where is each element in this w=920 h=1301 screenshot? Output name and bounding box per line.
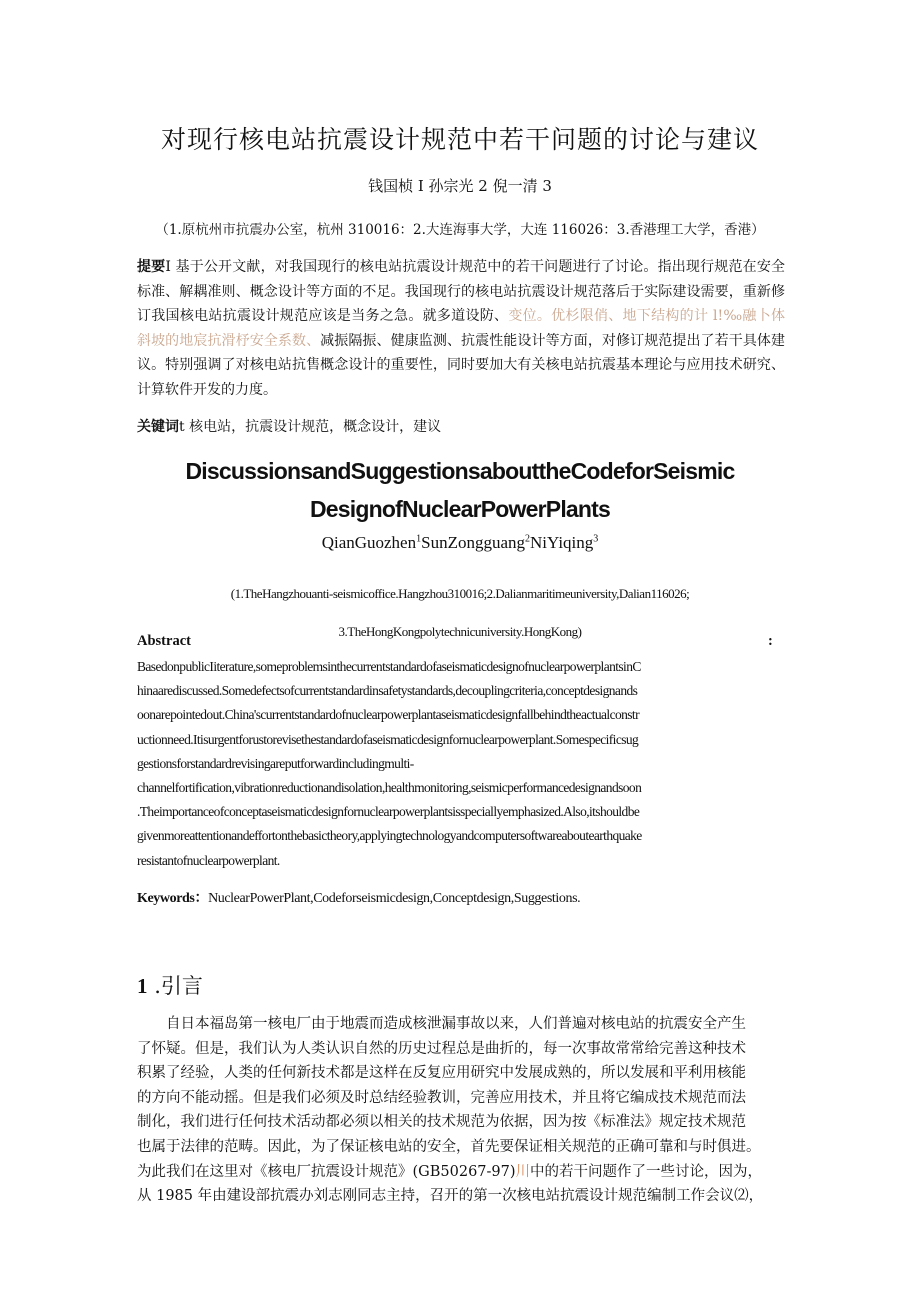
affiliations-cn: （1.原杭州市抗震办公室，杭州 310016：2.大连海事大学，大连 116026：3.香港理工大学，香港） [155, 222, 765, 238]
body-line: 了怀疑。但是，我们认为人类认识自然的历史过程总是曲折的，每一次事故常常给完善这种技术 [137, 1040, 746, 1057]
body-line: 也属于法律的范畴。因此，为了保证核电站的安全，首先要保证相关规范的正确可靠和与时俱进。 [137, 1138, 761, 1155]
abstract-en-label: Abstract [137, 633, 191, 649]
abstract-cn-text-a: I 基于公开文献，对我国现行的核电站抗震设计规范中的若干问题进行了讨论。指出现行规范在安全标准、解耦准则、概念设计等方面的不足。我国现行的核电站抗震设计规范落后于实际建设需要，重新修订我国核电站抗震设计规范应该是当务之急。就多道设防、 [137, 259, 785, 324]
paper-title-cn: 对现行核电站抗震设计规范中若干问题的讨论与建议 [160, 125, 759, 154]
paper-title-en [0, 452, 920, 528]
body-line [137, 1160, 785, 1185]
reference-marker: 川 [515, 1163, 531, 1180]
authors-en [0, 533, 920, 553]
author-3-sup: 3 [593, 533, 599, 545]
keywords-cn [137, 416, 785, 436]
body-text-cn [137, 1012, 785, 1209]
author-2: SunZongguang [421, 533, 525, 552]
body-line: 制化，我们进行任何技术活动都必须以相关的技术规范为依据，因为按《标准法》规定技术规范 [137, 1114, 746, 1131]
abstract-en-line: uctionneed.Itisurgentforustorevisethestandardofaseismaticdesignfornuclearpowerplant.Somespecificsug [137, 731, 639, 747]
keywords-en [137, 887, 785, 907]
abstract-cn-text-b: 减振隔振、健康监测、抗震性能设计等方面，对修订规范提出了若干具体建议。特别强调了对核电站抗售概念设计的重要性，同时要加大有关核电站抗震基本理论与应用技术研究、计算软件开发的力度。 [137, 332, 785, 398]
paper-title-en-line1: DiscussionsandSuggestionsabouttheCodeforSeismic [185, 458, 735, 484]
body-line-text: 中的若干问题作了一些讨论，因为， [530, 1163, 763, 1180]
abstract-en-colon: : [768, 633, 773, 649]
abstract-en-line: hinaarediscussed.Somedefectsofcurrentstandardinsafetystandards,decouplingcriteria,conceptdesignands [137, 683, 638, 699]
keywords-cn-text: t 核电站，抗震设计规范，概念设计，建议 [179, 419, 442, 435]
abstract-en-line: BasedonpublicIiterature,someproblemsinthecurrentstandardofaseismaticdesignofnuclearpowerplantsinC [137, 659, 641, 674]
body-line [137, 1012, 785, 1037]
abstract-en-line: .Theimportanceofconceptaseismaticdesignfornuclearpowerplantsisspeciallyemphasized.Also,itshouldbe [137, 804, 640, 820]
abstract-cn-label: 提要 [137, 259, 166, 275]
abstract-en-line: gestionsforstandardrevisingareputforwardincludingmulti- [137, 755, 414, 771]
affiliations-en-line2: 3.TheHongKongpolytechnicuniversity.HongKong) [338, 624, 582, 639]
affiliations-en-line1: (1.TheHangzhouanti-seismicoffice.Hangzhou310016;2.Dalianmaritimeuniversity,Dalian116026; [230, 586, 690, 601]
abstract-cn [137, 255, 785, 402]
body-line-text: 为此我们在这里对《核电厂抗震设计规范》(GB50267-97) [137, 1163, 516, 1180]
abstract-en-body [137, 655, 785, 873]
keywords-en-text: NuclearPowerPlant,Codeforseismicdesign,Conceptdesign,Suggestions. [208, 891, 581, 906]
body-line: 从 1985 年由建设部抗震办刘志刚同志主持，召开的第一次核电站抗震设计规范编制工作会议⑵， [137, 1188, 764, 1205]
body-line-text: 自日本福岛第一核电厂由于地震而造成核泄漏事故以来，人们普遍对核电站的抗震安全产生 [166, 1016, 746, 1032]
abstract-en-line: channelfortification,vibrationreductionandisolation,healthmonitoring,seismicperformancedesignandsoon [137, 780, 642, 796]
author-2-sup: 2 [525, 533, 530, 545]
section-heading-introduction [137, 970, 203, 1000]
keywords-en-label: Keywords： [137, 891, 209, 906]
author-3: NiYiqing [530, 533, 594, 552]
authors-cn: 钱国桢 I 孙宗光 2 倪一清 3 [368, 177, 552, 195]
keywords-cn-label: 关键词 [137, 419, 179, 435]
abstract-cn-faded-text: 变位。优杉限俏、地下结构的计 l!‰融卜体斜坡的地宸抗滑杼安全系数、 [137, 308, 785, 349]
paper-title-en-line2: DesignofNuclearPowerPlants [309, 496, 610, 522]
author-1: QianGuozhen [321, 533, 417, 552]
author-1-sup: 1 [416, 533, 422, 545]
abstract-en-line: givenmoreattentionandeffortonthebasictheory,applyingtechnologyandcomputersoftwareaboutearthquake [137, 828, 642, 844]
body-line: 积累了经验，人类的任何新技术都是这样在反复应用研究中发展成熟的，所以发展和平利用核能 [137, 1065, 746, 1082]
section-number: 1 [137, 974, 148, 998]
abstract-en-line: resistantofnuclearpowerplant. [137, 852, 280, 868]
abstract-en-line: oonarepointedout.China'scurrentstandardofnuclearpowerplantaseismaticdesignfallbehindtheactualconstr [137, 707, 639, 723]
section-title: .引言 [154, 974, 203, 998]
body-line: 的方向不能动摇。但是我们必须及时总结经验教训，完善应用技术，并且将它编成技术规范而法 [137, 1089, 746, 1106]
